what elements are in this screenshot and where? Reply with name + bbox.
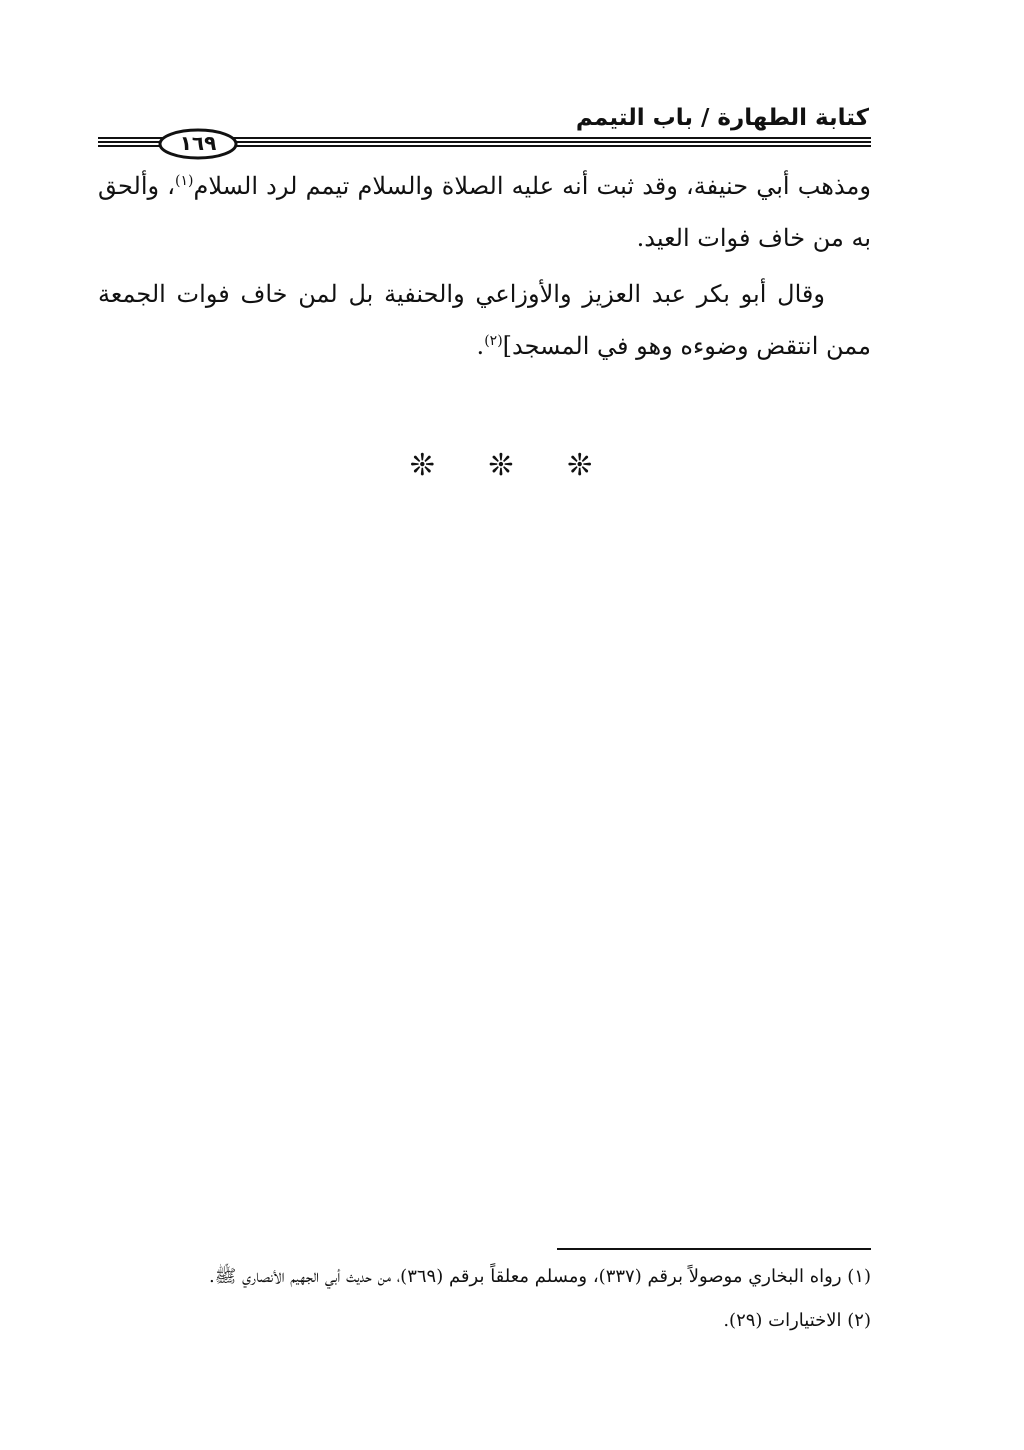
paragraph-2-text: وقال أبو بكر عبد العزيز والأوزاعي والحنفية بل لمن خاف فوات الجمعة ممن انتقض وضوءه وهو في المسجد] <box>98 280 871 360</box>
footnote-ref-2[interactable]: (٢) <box>484 333 503 349</box>
footnote-2: (٢) الاختيارات (٢٩). <box>723 1310 871 1331</box>
page-number: ١٦٩ <box>179 131 217 155</box>
running-header-title: كتابة الطهارة / باب التيمم <box>575 105 869 131</box>
footnote-ref-1[interactable]: (١) <box>174 173 194 189</box>
paragraph-1-text: ومذهب أبي حنيفة، وقد ثبت أنه عليه الصلاة والسلام تيمم لرد السلام <box>193 172 872 200</box>
section-separator: ❊ ❊ ❊ <box>409 448 615 483</box>
paragraph-2 <box>98 268 871 372</box>
paragraph-1 <box>98 160 871 264</box>
footnotes <box>151 1264 871 1352</box>
footnote-rule <box>557 1248 871 1250</box>
page-number-badge <box>158 128 238 160</box>
main-text <box>98 160 871 372</box>
paragraph-1-text-end: ، وألحق به من خاف فوات العيد. <box>98 172 871 252</box>
footnote-1: (١) رواه البخاري موصولاً برقم (٣٣٧)، ومسلم معلقاً برقم (٣٦٩)، من حديث أبي الجهيم الأنصاري ﷺ. <box>208 1266 871 1287</box>
paragraph-2-text-end: . <box>476 332 485 360</box>
